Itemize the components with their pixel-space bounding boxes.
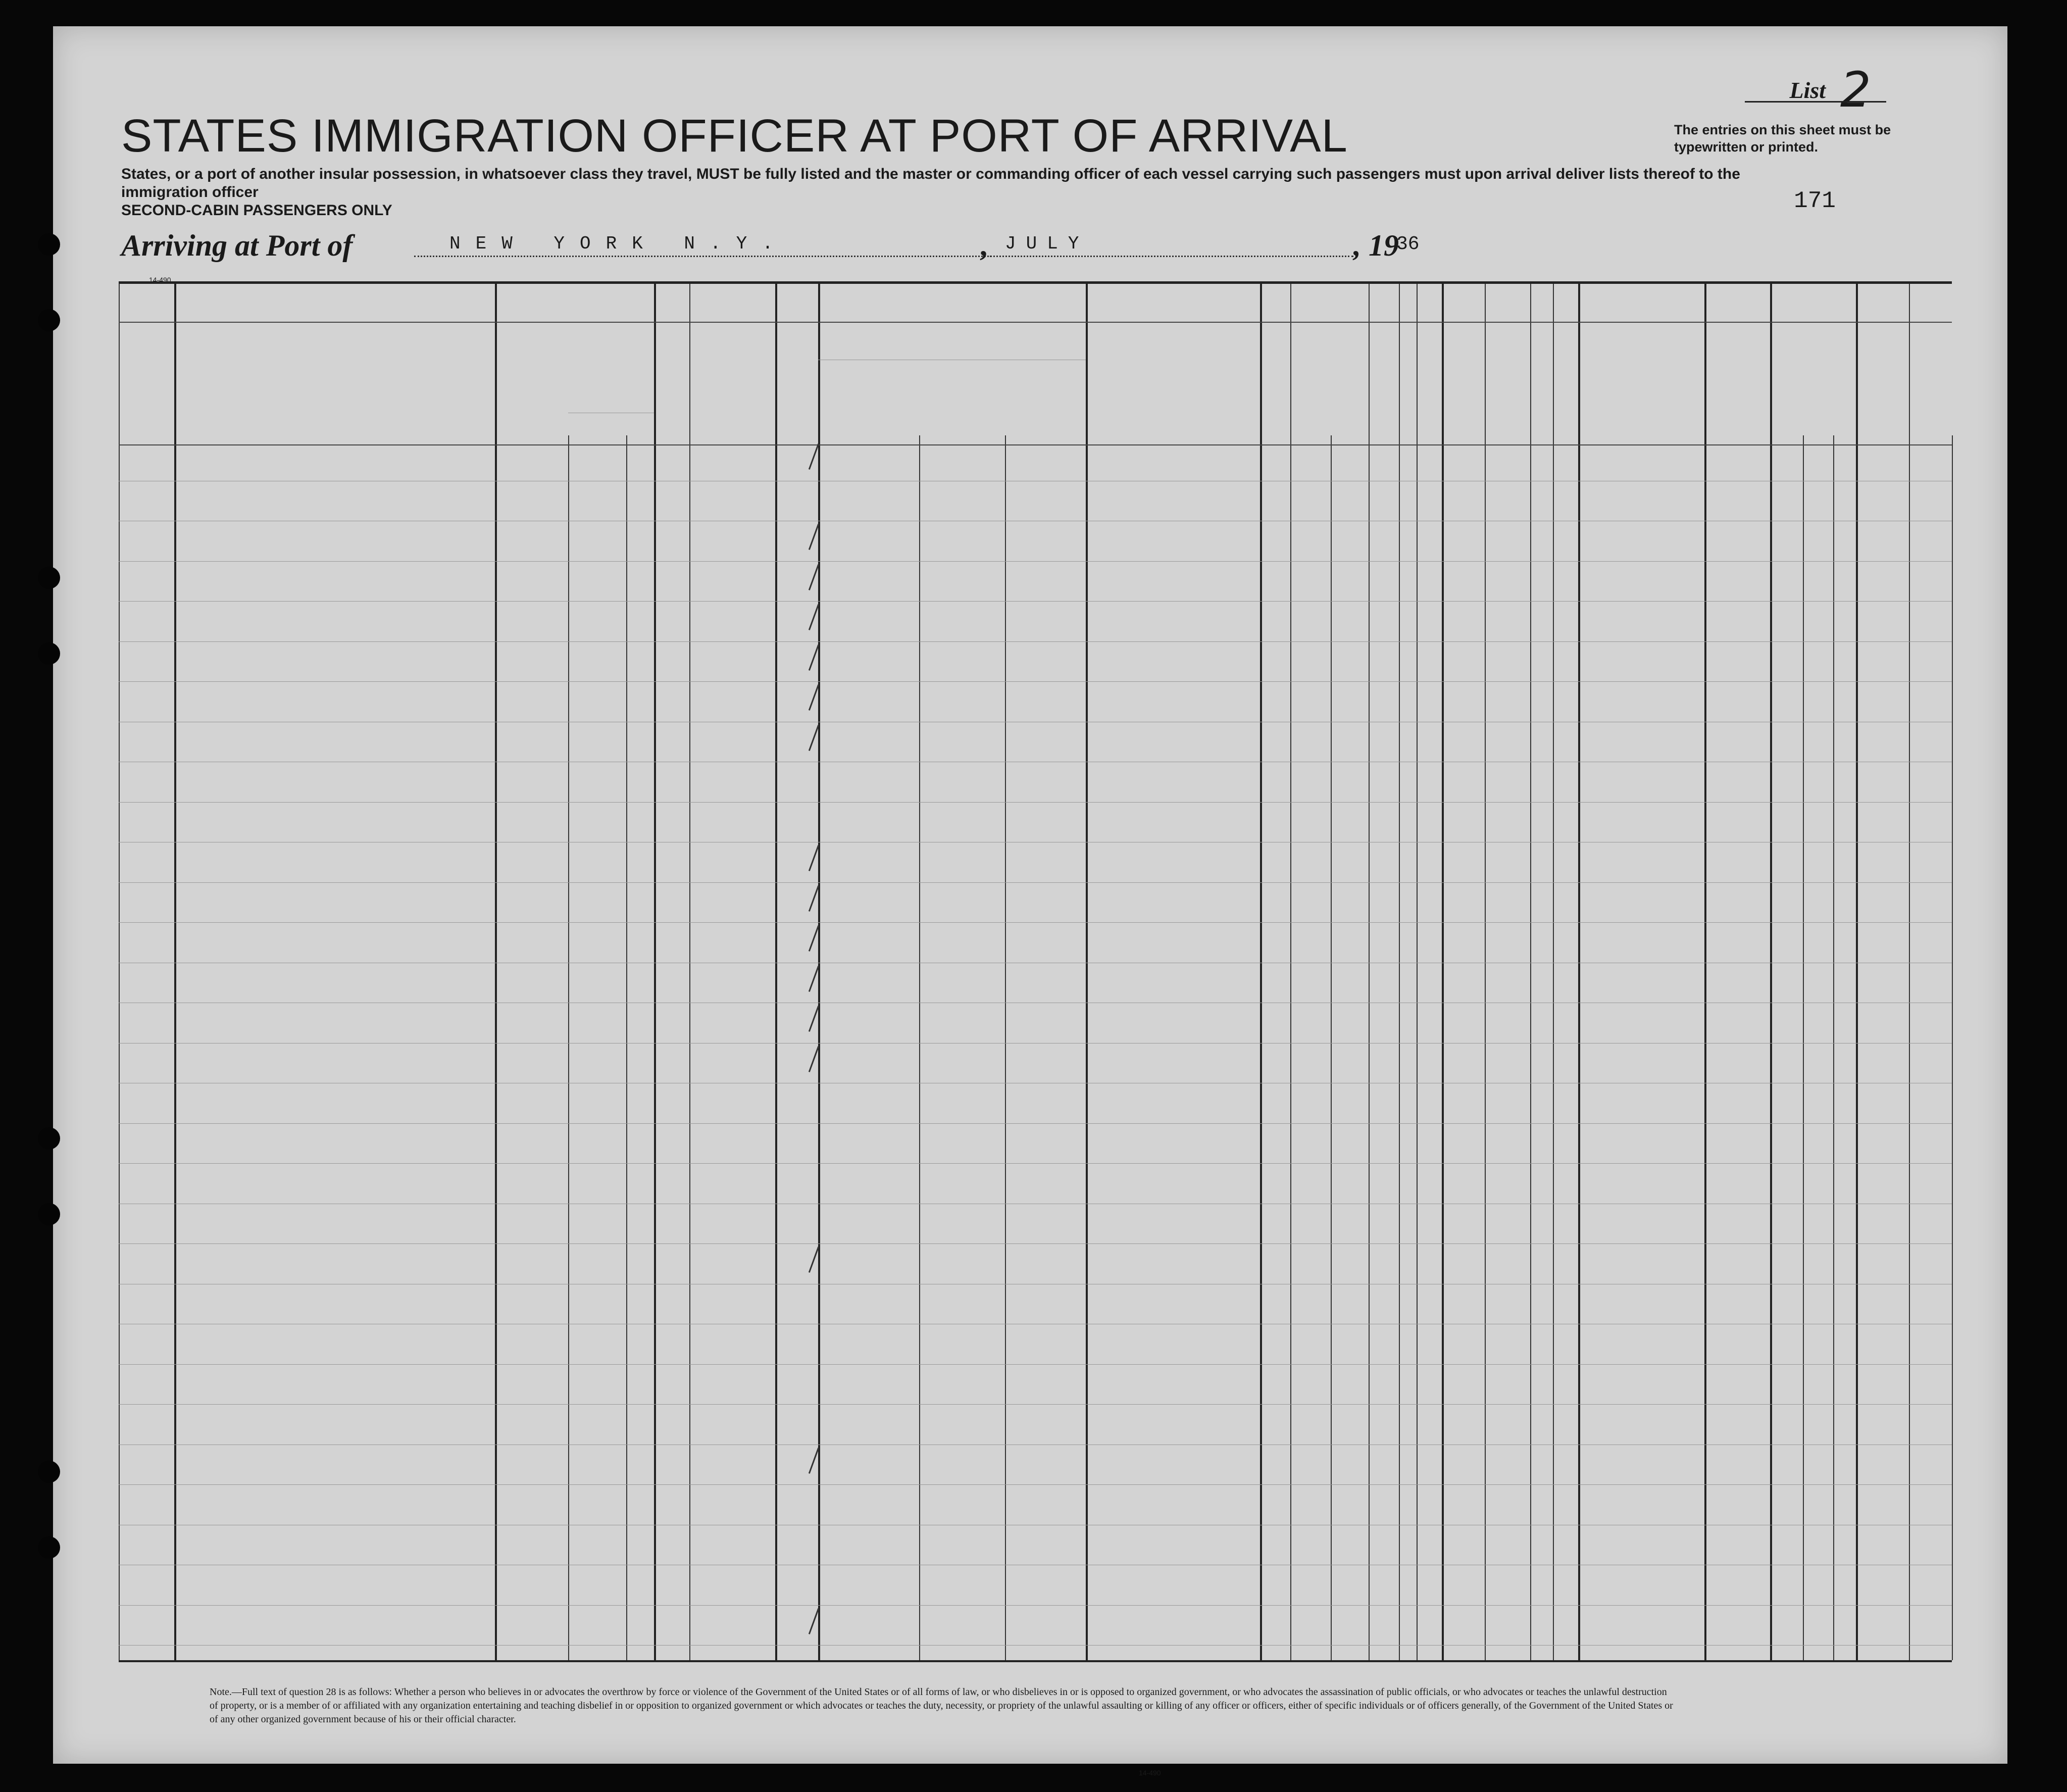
column-divider (689, 284, 690, 1660)
row-rule (119, 1364, 1952, 1365)
column-divider (1369, 284, 1370, 1660)
port-dotted-line (414, 256, 1010, 257)
money-check-mark (809, 684, 819, 711)
money-check-mark (809, 725, 819, 751)
row-rule (119, 1605, 1952, 1606)
footnote-code: 14-490 (1139, 1769, 1161, 1777)
header-rule (119, 322, 1952, 323)
column-divider (1399, 284, 1400, 1660)
column-divider (1553, 284, 1554, 1660)
money-check-mark (809, 1006, 819, 1032)
money-check-mark (809, 644, 819, 671)
column-divider (1260, 284, 1262, 1660)
column-divider (775, 284, 777, 1660)
row-rule (119, 922, 1952, 923)
subtext-line: States, or a port of another insular possession, in whatsoever class they travel, MUST be fully listed and the master or commanding officer of each vessel carrying such passengers must upon arrival deliver lists thereof to the immigration officer (121, 166, 1740, 201)
row-rule (119, 1243, 1952, 1244)
punch-hole (38, 1127, 60, 1150)
punch-hole (38, 1536, 60, 1559)
column-divider (1331, 435, 1332, 1660)
punch-hole (38, 309, 60, 331)
entries-note: The entries on this sheet must be typewritten or printed. (1674, 122, 1891, 155)
punch-hole (38, 642, 60, 665)
column-divider (174, 284, 176, 1660)
column-divider (818, 284, 820, 1660)
arrival-year: 36 (1396, 233, 1420, 255)
money-check-mark (809, 845, 819, 871)
column-divider (1803, 435, 1804, 1660)
row-rule (119, 1484, 1952, 1485)
money-check-mark (809, 443, 819, 470)
money-check-mark (809, 524, 819, 550)
column-divider (1909, 284, 1910, 1660)
list-number: 2 (1840, 62, 1871, 118)
row-rule (119, 561, 1952, 562)
list-underline (1745, 101, 1886, 103)
money-check-mark (809, 604, 819, 630)
column-divider (919, 435, 920, 1660)
money-check-mark (809, 564, 819, 590)
row-rule (119, 1404, 1952, 1405)
money-check-mark (809, 1448, 819, 1474)
column-divider (1770, 284, 1772, 1660)
month-dotted-line (990, 256, 1353, 257)
column-divider (626, 435, 627, 1660)
comma: , (980, 229, 987, 262)
row-rule (119, 1645, 1952, 1646)
punch-hole (38, 233, 60, 256)
money-check-mark (809, 925, 819, 952)
arrival-port: NEW YORK N.Y. (449, 233, 788, 254)
arriving-label: Arriving at Port of (121, 229, 353, 262)
column-divider (1005, 435, 1006, 1660)
column-divider (1856, 284, 1858, 1660)
money-check-mark (809, 1247, 819, 1273)
row-rule (119, 882, 1952, 883)
column-divider (1833, 435, 1834, 1660)
column-divider (654, 284, 656, 1660)
row-rule (119, 802, 1952, 803)
header-rule (119, 444, 1952, 445)
arrival-line (121, 228, 1687, 264)
column-divider (1952, 435, 1953, 1660)
column-divider (119, 284, 120, 1660)
row-rule (119, 1123, 1952, 1124)
money-check-mark (809, 1608, 819, 1634)
arrival-month: JULY (1005, 233, 1089, 254)
column-divider (1290, 284, 1291, 1660)
column-divider (568, 435, 569, 1660)
sheet-number: 171 (1794, 188, 1836, 214)
row-rule (119, 1163, 1952, 1164)
row-rule (119, 681, 1952, 682)
punch-hole (38, 567, 60, 589)
page-title: STATES IMMIGRATION OFFICER AT PORT OF ARRIVAL (121, 110, 1348, 162)
cabin-class: SECOND-CABIN PASSENGERS ONLY (121, 202, 392, 219)
header-subtext (121, 165, 1762, 220)
manifest-sheet (53, 26, 2007, 1777)
column-divider (1417, 284, 1418, 1660)
footnote: Note.—Full text of question 28 is as follows: Whether a person who believes in or advocates the overthrow by force or violence of the Government of the United States or of all forms of law, or who disbelieves in or is opposed to organized government, or who advocates the assassination of public officials, or who advocates or teaches the unlawful destruction of property, or is a member of or affiliated with any organization entertaining and teaching disbelief in or opposition to organized government or which advocates or teaches the duty, necessity, or propriety of the unlawful assaulting or killing of any officer or officers, either of specific individuals or of officers generally, of the Government of the United States or of any other organized government because of his or their official character. (210, 1686, 1673, 1725)
column-divider (1704, 284, 1706, 1660)
column-divider (1578, 284, 1580, 1660)
form-code: 14-490 (149, 276, 171, 284)
list-label: List (1789, 77, 1826, 103)
money-check-mark (809, 885, 819, 912)
column-divider (1442, 284, 1444, 1660)
row-rule (119, 601, 1952, 602)
money-check-mark (809, 966, 819, 992)
column-divider (1485, 284, 1486, 1660)
row-rule (119, 641, 1952, 642)
column-divider (1530, 284, 1531, 1660)
punch-hole (38, 1461, 60, 1483)
passenger-table (119, 281, 1952, 1662)
year-prefix: , 19 (1353, 229, 1399, 262)
column-divider (1086, 284, 1088, 1660)
money-check-mark (809, 1046, 819, 1072)
column-divider (495, 284, 497, 1660)
punch-hole (38, 1203, 60, 1225)
